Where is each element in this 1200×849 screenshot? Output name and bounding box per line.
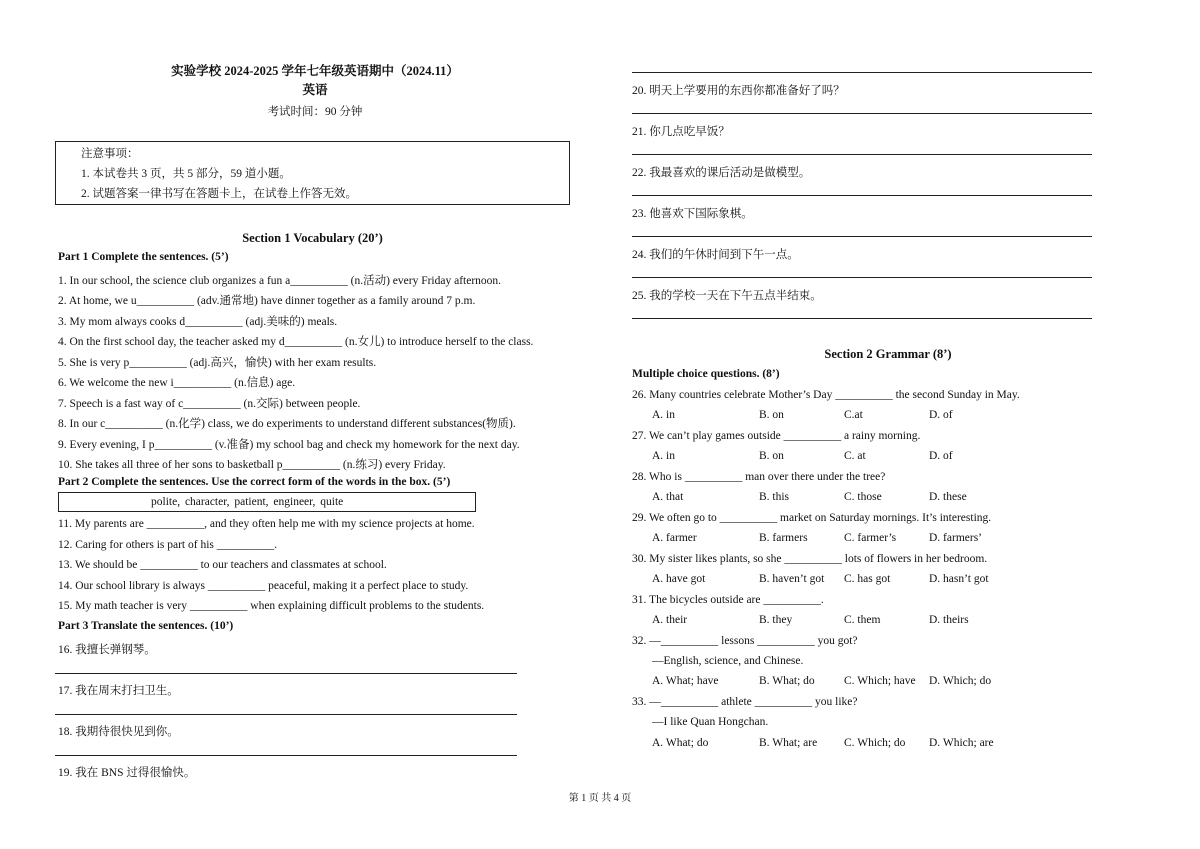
answer-line [632,195,1092,196]
mc-question: 32. —__________ lessons __________ you got? [632,635,858,647]
translation-item: 16. 我擅长弹钢琴。 [58,644,156,656]
mc-question: 26. Many countries celebrate Mother’s Day __________ the second Sunday in May. [632,389,1020,401]
option-d: D. theirs [929,614,969,626]
translation-item: 23. 他喜欢下国际象棋。 [632,208,753,220]
question: 10. She takes all three of her sons to basketball p__________ (n.练习) every Friday. [58,459,446,471]
question: 4. On the first school day, the teacher asked my d__________ (n.女儿) to introduce herself to the class. [58,336,534,348]
notice-heading: 注意事项： [81,148,139,160]
dialogue-reply: —I like Quan Hongchan. [652,716,769,728]
option-a: A. What; have [652,675,719,687]
question: 6. We welcome the new i__________ (n.信息) age. [58,377,296,389]
exam-title: 实验学校 2024-2025 学年七年级英语期中（2024.11） [171,64,459,78]
option-a: A. What; do [652,737,709,749]
question: 1. In our school, the science club organizes a fun a__________ (n.活动) every Friday afternoon. [58,275,502,287]
exam-subject: 英语 [302,83,328,97]
option-b: B. on [759,450,784,462]
option-b: B. this [759,491,790,503]
question: 7. Speech is a fast way of c__________ (n.交际) between people. [58,398,361,410]
option-d: D. Which; are [929,737,994,749]
answer-line [55,755,517,756]
answer-line [632,236,1092,237]
notice-item: 2. 试题答案一律书写在答题卡上，在试卷上作答无效。 [81,188,357,200]
mc-question: 27. We can’t play games outside __________ a rainy morning. [632,430,921,442]
option-b: B. on [759,409,784,421]
answer-line [632,318,1092,319]
option-c: C. has got [844,573,891,585]
translation-item: 20. 明天上学要用的东西你都准备好了吗？ [632,85,845,97]
question: 5. She is very p__________ (adj.高兴，愉快) with her exam results. [58,357,377,369]
option-b: B. What; do [759,675,815,687]
translation-item: 24. 我们的午休时间到下午一点。 [632,249,799,261]
question: 11. My parents are __________, and they often help me with my science projects at home. [58,518,475,530]
option-c: C. them [844,614,881,626]
dialogue-reply: —English, science, and Chinese. [652,655,804,667]
answer-line [632,277,1092,278]
question: 12. Caring for others is part of his __________. [58,539,278,551]
translation-item: 25. 我的学校一天在下午五点半结束。 [632,290,822,302]
option-a: A. in [652,409,675,421]
question: 3. My mom always cooks d__________ (adj.美味的) meals. [58,316,338,328]
section1-title: Section 1 Vocabulary (20’) [242,231,383,245]
option-b: B. they [759,614,793,626]
option-d: D. hasn’t got [929,573,989,585]
part2-heading: Part 2 Complete the sentences. Use the correct form of the words in the box. (5’) [58,476,451,488]
mc-question: 33. —__________ athlete __________ you like? [632,696,858,708]
answer-line [55,673,517,674]
translation-item: 21. 你几点吃早饭？ [632,126,730,138]
option-c: C. at [844,450,866,462]
option-a: A. that [652,491,684,503]
option-c: C. those [844,491,882,503]
option-a: A. in [652,450,675,462]
mc-heading: Multiple choice questions. (8’) [632,368,780,380]
notice-box [55,141,570,205]
option-d: D. Which; do [929,675,992,687]
question: 9. Every evening, I p__________ (v.准备) my school bag and check my homework for the next day. [58,439,520,451]
option-d: D. of [929,409,953,421]
translation-item: 17. 我在周末打扫卫生。 [58,685,179,697]
translation-item: 22. 我最喜欢的课后活动是做模型。 [632,167,811,179]
option-c: C. Which; have [844,675,916,687]
option-b: B. farmers [759,532,808,544]
mc-question: 30. My sister likes plants, so she __________ lots of flowers in her bedroom. [632,553,988,565]
option-c: C.at [844,409,863,421]
question: 15. My math teacher is very __________ when explaining difficult problems to the students. [58,600,485,612]
notice-item: 1. 本试卷共 3 页，共 5 部分，59 道小题。 [81,168,291,180]
option-d: D. these [929,491,967,503]
option-b: B. What; are [759,737,818,749]
option-b: B. haven’t got [759,573,825,585]
option-c: C. farmer’s [844,532,897,544]
part3-heading: Part 3 Translate the sentences. (10’) [58,620,234,632]
exam-time: 考试时间：90 分钟 [267,106,363,118]
answer-line [55,714,517,715]
mc-question: 29. We often go to __________ market on Saturday mornings. It’s interesting. [632,512,992,524]
option-c: C. Which; do [844,737,906,749]
translation-item: 19. 我在 BNS 过得很愉快。 [58,767,196,779]
section2-title: Section 2 Grammar (8’) [824,347,952,361]
mc-question: 31. The bicycles outside are __________. [632,594,824,606]
question: 2. At home, we u__________ (adv.通常地) have dinner together as a family around 7 p.m. [58,295,476,307]
mc-question: 28. Who is __________ man over there under the tree? [632,471,886,483]
option-a: A. farmer [652,532,697,544]
question: 14. Our school library is always __________ peaceful, making it a perfect place to study. [58,580,469,592]
part1-heading: Part 1 Complete the sentences. (5’) [58,251,229,263]
answer-line [632,154,1092,155]
question: 8. In our c__________ (n.化学) class, we do experiments to understand different substances(物质). [58,418,516,430]
answer-line [632,72,1092,73]
translation-item: 18. 我期待很快见到你。 [58,726,179,738]
option-a: A. have got [652,573,706,585]
option-d: D. of [929,450,953,462]
question: 13. We should be __________ to our teachers and classmates at school. [58,559,387,571]
option-d: D. farmers’ [929,532,983,544]
word-box: polite, character, patient, engineer, quite [58,492,476,512]
page-footer: 第 1 页 共 4 页 [568,793,632,804]
option-a: A. their [652,614,688,626]
answer-line [632,113,1092,114]
